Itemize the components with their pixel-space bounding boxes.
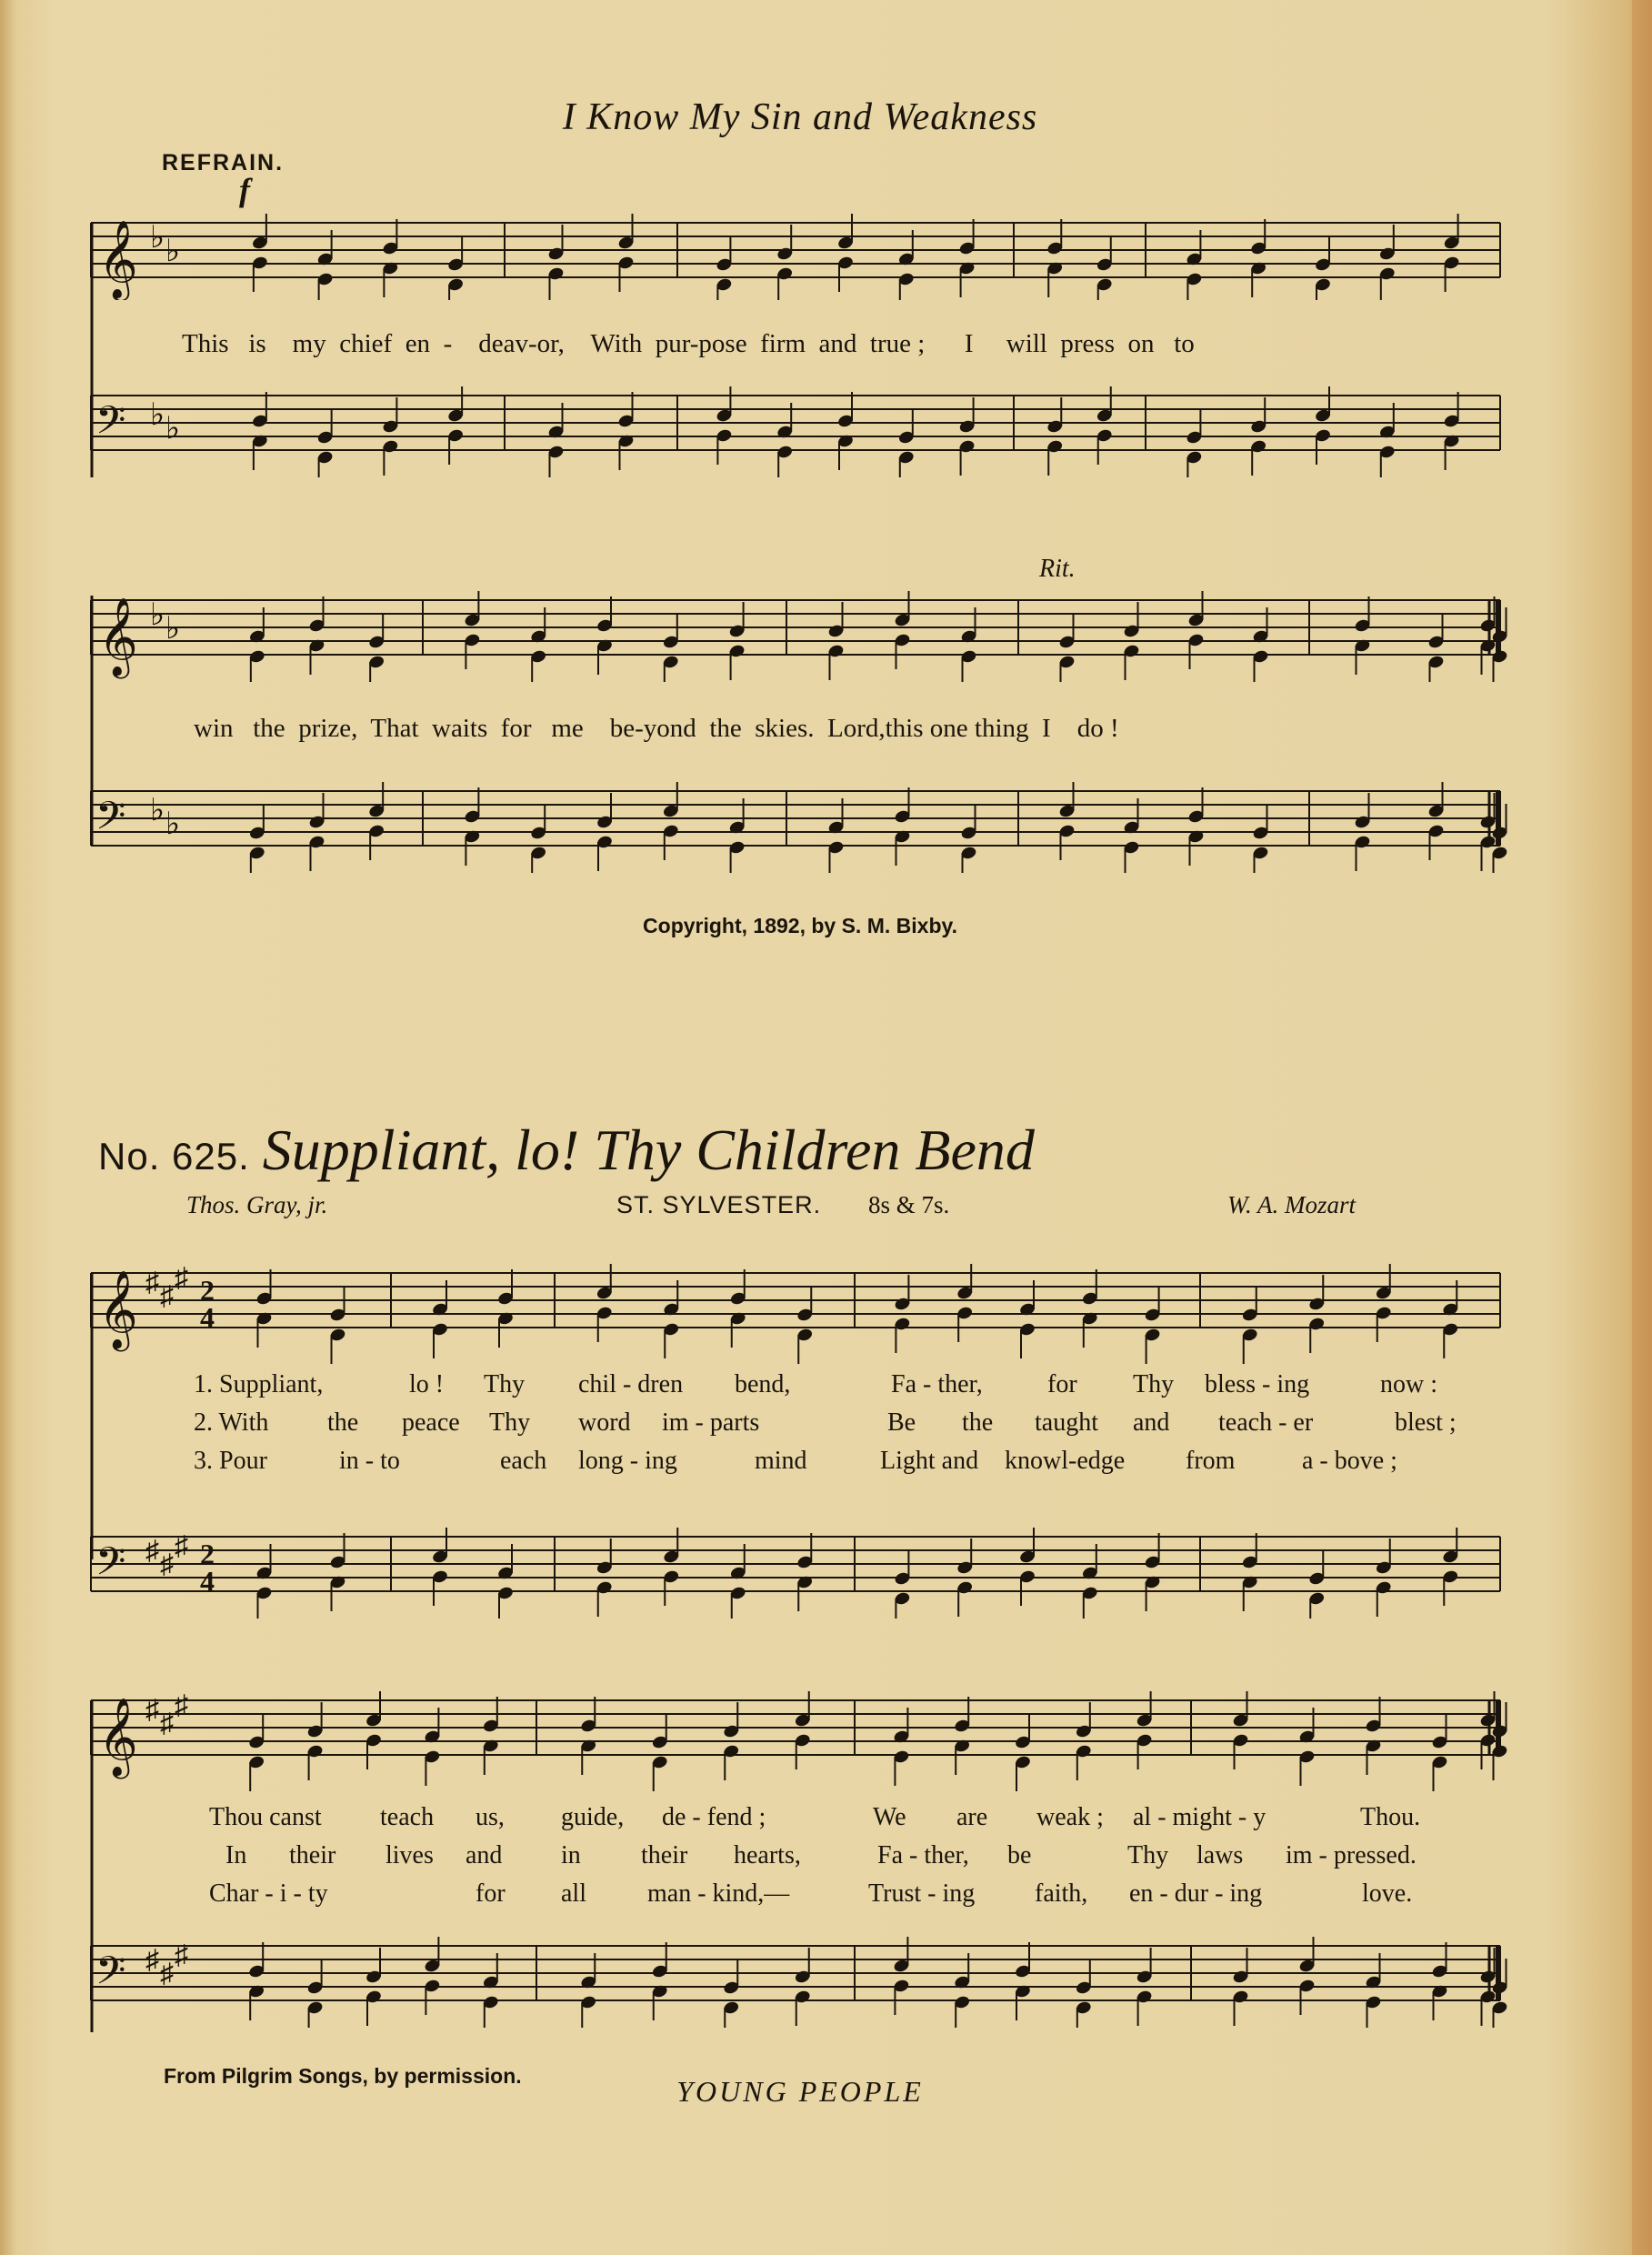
lyric-word: is (248, 329, 266, 358)
hymn-author: Thos. Gray, jr. (186, 1191, 328, 1218)
refrain-treble-staff-2 (0, 573, 1546, 682)
lyric: al - might - y (1133, 1803, 1267, 1831)
lyric: bend, (735, 1370, 791, 1398)
hymn-title: Suppliant, lo! Thy Children Bend (262, 1117, 1035, 1182)
lyric-word: true ; (869, 329, 926, 358)
svg-text:♭: ♭ (150, 398, 165, 432)
lyric-word: skies. (755, 714, 815, 743)
refrain-label: REFRAIN. (162, 150, 285, 175)
hymn-number: No. 625. (98, 1135, 250, 1178)
lyric: the (327, 1408, 359, 1437)
lyric: im - pressed. (1286, 1841, 1417, 1869)
lyric-word: I (964, 329, 974, 358)
ritardando-marking: Rit. (1039, 555, 1076, 583)
lyric: weak ; (1036, 1803, 1104, 1831)
lyric: Thou canst (209, 1803, 322, 1831)
lyric: their (641, 1841, 688, 1869)
hymn-header (98, 1117, 1035, 1184)
lyric: guide, (561, 1803, 625, 1831)
source-note: From Pilgrim Songs, by permission. (164, 2064, 522, 2088)
hymn-credits (0, 1191, 1600, 1228)
svg-text:♭: ♭ (150, 221, 165, 255)
lyric: mind (755, 1447, 807, 1475)
svg-text:♯: ♯ (160, 1709, 174, 1739)
lyric-word: press (1060, 329, 1115, 358)
svg-text:♭: ♭ (150, 794, 165, 827)
verse-1-line-b (0, 1803, 1600, 1839)
lyric: and (1133, 1408, 1170, 1437)
verse-2-line-b (0, 1841, 1600, 1878)
lyric: de - fend ; (662, 1803, 766, 1831)
tune-name: ST. SYLVESTER. (616, 1191, 822, 1218)
hymn-bass-staff-2 (0, 1919, 1546, 2028)
system-bracket-1 (0, 218, 100, 482)
lyric: from (1186, 1447, 1236, 1475)
lyric: bless - ing (1205, 1370, 1310, 1398)
lyric: Char - i - ty (209, 1879, 328, 1908)
lyric-word: the (709, 714, 742, 743)
lyric-word: With (590, 329, 643, 358)
verse-2-line-a (0, 1408, 1600, 1445)
lyric: faith, (1035, 1879, 1088, 1908)
svg-text:𝄞: 𝄞 (98, 1273, 138, 1348)
lyric-word: win (194, 714, 234, 743)
svg-text:♭: ♭ (165, 612, 181, 646)
lyric-word: my (292, 329, 326, 358)
lyric-word: on (1127, 329, 1155, 358)
lyric: lives (385, 1841, 434, 1869)
lyric-word: - (443, 329, 453, 358)
lyric-word: the (253, 714, 285, 743)
lyric-word: to (1174, 329, 1195, 358)
svg-text:♯: ♯ (160, 1281, 174, 1311)
lyric: in - to (339, 1447, 400, 1475)
hymn-meter: 8s & 7s. (868, 1191, 950, 1218)
svg-text:♭: ♭ (165, 235, 181, 268)
lyric-word: This (182, 329, 229, 358)
lyric-word: be-yond (609, 714, 696, 743)
lyric-word: deav-or, (478, 329, 565, 358)
lyric-word: pur-pose (655, 329, 747, 358)
svg-text:♯: ♯ (160, 1959, 174, 1989)
time-signature-bottom: 4 (200, 1565, 215, 1598)
svg-text:♯: ♯ (175, 1263, 188, 1293)
lyric: their (289, 1841, 336, 1869)
lyric: each (500, 1447, 547, 1475)
svg-text:♭: ♭ (150, 598, 165, 632)
lyric: man - kind,— (647, 1879, 790, 1908)
lyric: word (578, 1408, 631, 1437)
svg-text:𝄢: 𝄢 (95, 1950, 126, 2002)
lyric: love. (1362, 1879, 1413, 1908)
lyric: Thy (484, 1370, 526, 1398)
lyric: are (956, 1803, 988, 1831)
svg-text:♭: ♭ (165, 807, 181, 841)
lyric: laws (1196, 1841, 1244, 1869)
lyric-word: en (405, 329, 431, 358)
lyric-word: me (551, 714, 584, 743)
svg-text:𝄞: 𝄞 (98, 1700, 138, 1775)
lyric: for (476, 1879, 506, 1908)
svg-text:♭: ♭ (165, 412, 181, 446)
lyric: blest ; (1395, 1408, 1457, 1437)
lyric: teach (380, 1803, 435, 1831)
lyric-word: will (1006, 329, 1047, 358)
lyric: Thy (1127, 1841, 1169, 1869)
lyric-word: do ! (1076, 714, 1119, 743)
time-signature-top: 2 (200, 1274, 215, 1307)
svg-text:♯: ♯ (160, 1549, 174, 1579)
svg-text:♯: ♯ (175, 1940, 188, 1970)
lyric: Be (887, 1408, 916, 1437)
lyric: Light and (880, 1447, 979, 1475)
svg-text:♯: ♯ (145, 1945, 159, 1975)
lyric: Trust - ing (868, 1879, 976, 1908)
lyric: In (225, 1841, 247, 1869)
hymn-bass-staff-1 (0, 1509, 1546, 1619)
lyric: peace (402, 1408, 460, 1437)
lyric: 1. Suppliant, (194, 1370, 324, 1398)
lyric: Fa - ther, (877, 1841, 969, 1869)
lyric: long - ing (578, 1447, 677, 1475)
svg-text:𝄢: 𝄢 (95, 400, 126, 452)
hymn-treble-staff-2 (0, 1673, 1546, 1791)
lyric: Fa - ther, (891, 1370, 983, 1398)
lyric-word: chief (339, 329, 393, 358)
running-title: I Know My Sin and Weakness (562, 96, 1038, 138)
svg-text:♯: ♯ (175, 1531, 188, 1561)
lyric: Thou. (1360, 1803, 1421, 1831)
svg-text:♯: ♯ (145, 1268, 159, 1298)
svg-text:𝄞: 𝄞 (98, 220, 138, 298)
lyric: lo ! (409, 1370, 445, 1398)
lyric: im - parts (662, 1408, 760, 1437)
time-signature-top: 2 (200, 1538, 215, 1570)
lyric-word: one (929, 714, 968, 743)
lyric: a - bove ; (1302, 1447, 1397, 1475)
svg-text:♯: ♯ (145, 1695, 159, 1725)
lyric: knowl-edge (1005, 1447, 1126, 1475)
lyric-word: for (500, 714, 532, 743)
lyric: and (466, 1841, 503, 1869)
lyric: 2. With (194, 1408, 269, 1437)
lyric-word: waits (432, 714, 488, 743)
lyric: en - dur - ing (1129, 1879, 1263, 1908)
dynamic-marking: f (239, 172, 250, 208)
lyric-word: I (1042, 714, 1051, 743)
lyric: for (1047, 1370, 1077, 1398)
svg-text:♯: ♯ (175, 1690, 188, 1720)
refrain-bass-staff-2 (0, 764, 1546, 873)
lyric: teach - er (1218, 1408, 1314, 1437)
lyric: the (962, 1408, 994, 1437)
lyric: us, (476, 1803, 505, 1831)
verse-3-line-b (0, 1879, 1600, 1916)
system-bracket-2 (0, 591, 100, 855)
page-edge (1632, 0, 1652, 2255)
lyric: Thy (489, 1408, 531, 1437)
refrain-lyrics-line-2 (194, 714, 1119, 744)
time-signature-bottom: 4 (200, 1301, 215, 1334)
refrain-lyrics-line-1 (182, 329, 1195, 359)
lyric: be (1007, 1841, 1032, 1869)
lyric-word: Lord,this (827, 714, 924, 743)
page-footer: YOUNG PEOPLE (676, 2075, 924, 2108)
svg-text:♯: ♯ (145, 1536, 159, 1566)
lyric: chil - dren (578, 1370, 684, 1398)
lyric: hearts, (734, 1841, 801, 1869)
lyric-word: That (370, 714, 419, 743)
verse-1-line-a (0, 1370, 1600, 1407)
lyric: in (561, 1841, 581, 1869)
copyright-notice: Copyright, 1892, by S. M. Bixby. (643, 914, 957, 937)
svg-text:𝄢: 𝄢 (95, 796, 126, 847)
verse-3-line-a (0, 1447, 1600, 1483)
hymn-composer: W. A. Mozart (1227, 1191, 1357, 1218)
hymn-treble-staff-1 (0, 1246, 1546, 1364)
lyric: taught (1035, 1408, 1098, 1437)
lyric: Thy (1133, 1370, 1175, 1398)
lyric: now : (1380, 1370, 1437, 1398)
refrain-bass-staff-1 (0, 368, 1546, 477)
lyric-word: prize, (298, 714, 358, 743)
svg-text:𝄞: 𝄞 (98, 600, 138, 675)
lyric: all (561, 1879, 586, 1908)
lyric: We (873, 1803, 906, 1831)
refrain-treble-staff-1 (0, 191, 1546, 300)
lyric-word: firm (760, 329, 806, 358)
svg-text:𝄢: 𝄢 (95, 1541, 126, 1593)
lyric: 3. Pour (194, 1447, 267, 1475)
lyric-word: thing (974, 714, 1029, 743)
lyric-word: and (818, 329, 857, 358)
